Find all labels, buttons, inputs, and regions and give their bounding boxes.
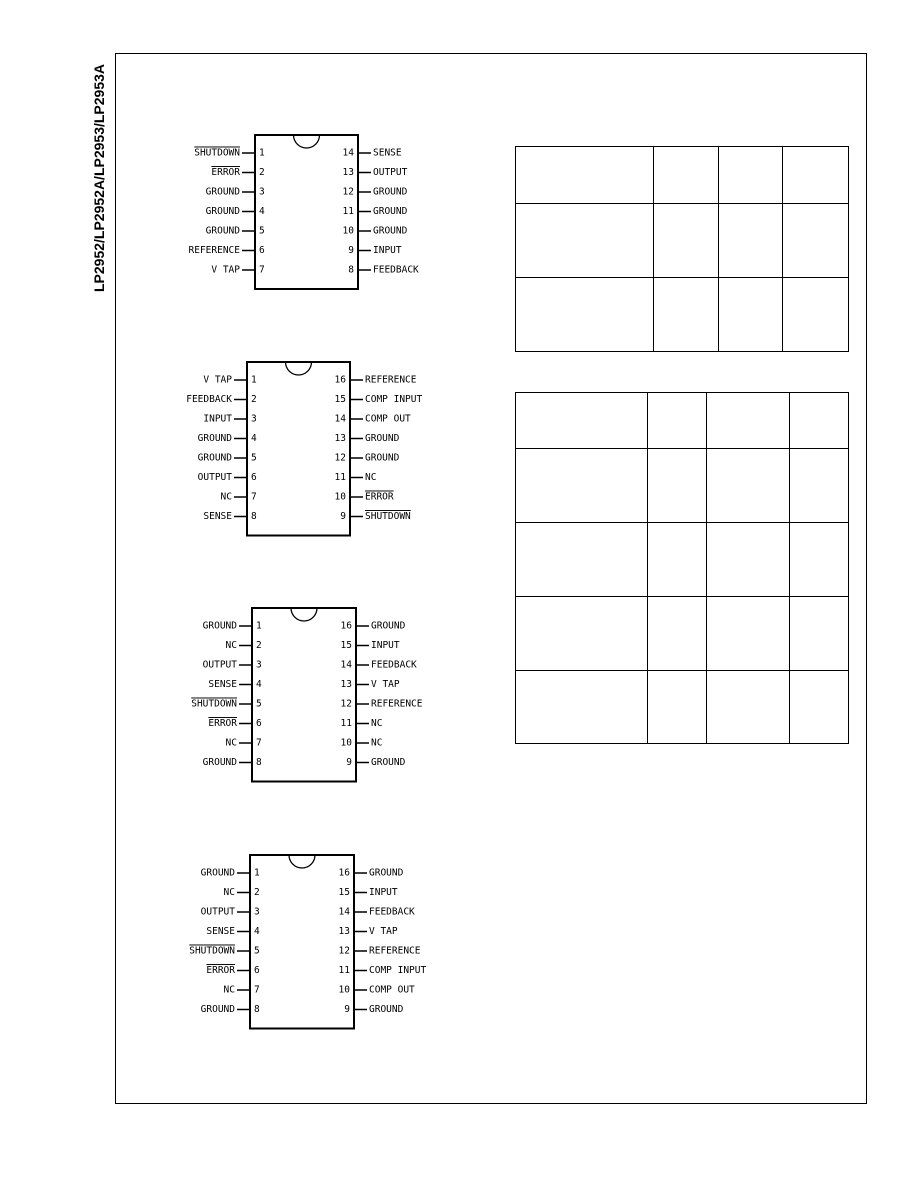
pin-label: REFERENCE — [188, 245, 240, 256]
pin-number: 12 — [334, 452, 346, 464]
pin-label: GROUND — [369, 1004, 404, 1015]
pin-number: 15 — [340, 640, 352, 651]
pin-label: INPUT — [371, 640, 400, 651]
pin-number: 7 — [254, 984, 260, 996]
table-cell — [719, 278, 783, 352]
pin-number: 3 — [251, 413, 257, 425]
pin-number: 4 — [254, 926, 260, 937]
pin-label: COMP INPUT — [365, 394, 423, 405]
pin-label: GROUND — [202, 620, 237, 632]
pin-number: 10 — [334, 491, 346, 503]
pin-number: 2 — [251, 394, 257, 405]
pin-number: 12 — [340, 698, 352, 710]
pin-label: ERROR — [211, 167, 240, 178]
table-cell — [707, 449, 790, 523]
pin-label: GROUND — [371, 620, 406, 632]
pin-number: 12 — [342, 186, 354, 198]
pin-label: GROUND — [369, 867, 404, 879]
pin-label: GROUND — [200, 867, 235, 879]
pin1-notch — [291, 608, 317, 621]
pin-label: NC — [223, 984, 235, 996]
pin-label: INPUT — [369, 887, 398, 898]
pin-number: 14 — [338, 906, 350, 918]
pin-number: 6 — [259, 245, 265, 256]
pin-number: 7 — [251, 491, 257, 503]
pin-label: GROUND — [205, 225, 240, 237]
package-diagram-16-pin-a — [180, 359, 440, 540]
pin-number: 13 — [342, 167, 354, 178]
pin-number: 9 — [344, 1004, 350, 1015]
table-cell — [516, 449, 648, 523]
pin-number: 5 — [254, 945, 260, 957]
pin-number: 4 — [259, 206, 265, 217]
pin1-notch — [286, 362, 312, 375]
pin-label: INPUT — [373, 245, 402, 256]
table-cell — [516, 278, 654, 352]
package-diagram-14-pin — [180, 132, 440, 294]
table-cell — [648, 449, 707, 523]
pin-number: 9 — [348, 245, 354, 256]
pin-number: 16 — [338, 867, 350, 879]
package-body — [250, 855, 354, 1029]
table-cell — [790, 393, 849, 449]
pin-number: 8 — [256, 757, 262, 768]
table-cell — [516, 671, 648, 744]
pin-label: SHUTDOWN — [365, 511, 411, 522]
pin-number: 1 — [256, 620, 262, 632]
pin-label: NC — [225, 640, 237, 651]
pin-label: V TAP — [371, 679, 400, 690]
pin-label: V TAP — [203, 374, 232, 386]
pin-label: OUTPUT — [197, 472, 232, 483]
pin-label: GROUND — [202, 757, 237, 768]
table-cell — [707, 597, 790, 671]
table-cell — [790, 597, 849, 671]
pin-label: GROUND — [197, 452, 232, 464]
pin-label: COMP OUT — [369, 984, 415, 996]
pin-number: 7 — [256, 737, 262, 749]
pin-label: OUTPUT — [373, 167, 408, 178]
pin-number: 8 — [251, 511, 257, 522]
table-cell — [707, 393, 790, 449]
pin-label: NC — [225, 737, 237, 749]
pin-label: NC — [365, 472, 377, 483]
pin-number: 8 — [254, 1004, 260, 1015]
pin-number: 16 — [334, 374, 346, 386]
pin-label: SHUTDOWN — [191, 698, 237, 710]
pin-label: OUTPUT — [200, 906, 235, 918]
pin-number: 2 — [254, 887, 260, 898]
pin-label: FEEDBACK — [373, 264, 419, 276]
pin-label: INPUT — [203, 413, 232, 425]
pin-number: 8 — [348, 264, 354, 276]
pin-label: FEEDBACK — [369, 906, 415, 918]
pin-label: OUTPUT — [202, 659, 237, 671]
pin-number: 5 — [251, 452, 257, 464]
pin-number: 9 — [340, 511, 346, 522]
pin-label: GROUND — [373, 206, 408, 217]
pin-label: ERROR — [208, 718, 237, 729]
pin-number: 14 — [342, 147, 354, 159]
table-cell — [783, 278, 849, 352]
pin-label: NC — [371, 737, 383, 749]
pin-number: 7 — [259, 264, 265, 276]
pin-number: 12 — [338, 945, 350, 957]
pin-label: FEEDBACK — [371, 659, 417, 671]
pin-label: GROUND — [365, 452, 400, 464]
table-cell — [516, 393, 648, 449]
pin-label: GROUND — [200, 1004, 235, 1015]
pin-label: REFERENCE — [365, 374, 417, 386]
pin-label: GROUND — [365, 433, 400, 444]
table-cell — [790, 523, 849, 597]
table-cell — [790, 449, 849, 523]
table-cell — [648, 523, 707, 597]
table-cell — [648, 597, 707, 671]
pin-number: 16 — [340, 620, 352, 632]
table-cell — [719, 147, 783, 204]
pin-number: 13 — [340, 679, 352, 690]
pin-number: 14 — [334, 413, 346, 425]
table-cell — [516, 147, 654, 204]
table-cell — [707, 523, 790, 597]
pin-label: SHUTDOWN — [189, 945, 235, 957]
package-body — [247, 362, 350, 536]
pin-number: 6 — [251, 472, 257, 483]
pin-number: 3 — [254, 906, 260, 918]
pin-number: 5 — [256, 698, 262, 710]
pin-label: GROUND — [205, 206, 240, 217]
table-cell — [654, 204, 719, 278]
pin-number: 11 — [340, 718, 352, 729]
table-cell — [648, 393, 707, 449]
pin-number: 1 — [251, 374, 257, 386]
pin-number: 1 — [259, 147, 265, 159]
pin-label: REFERENCE — [369, 945, 421, 957]
pin-label: SENSE — [208, 679, 237, 690]
package-body — [252, 608, 356, 782]
pin-number: 11 — [342, 206, 354, 217]
table-cell — [707, 671, 790, 744]
pin-number: 5 — [259, 225, 265, 237]
pin-label: SHUTDOWN — [194, 147, 240, 159]
pin-label: SENSE — [203, 511, 232, 522]
table-cell — [783, 204, 849, 278]
ordering-table-1 — [515, 146, 849, 352]
pin-number: 10 — [340, 737, 352, 749]
table-cell — [783, 147, 849, 204]
pin-number: 4 — [256, 679, 262, 690]
table-cell — [648, 671, 707, 744]
pin-label: NC — [223, 887, 235, 898]
side-title-text: LP2952/LP2952A/LP2953/LP2953A — [91, 63, 107, 293]
pin-label: COMP OUT — [365, 413, 411, 425]
pin-label: COMP INPUT — [369, 965, 427, 976]
pin-number: 2 — [256, 640, 262, 651]
table-cell — [654, 278, 719, 352]
pin-label: GROUND — [371, 757, 406, 768]
pin-label: NC — [371, 718, 383, 729]
pin-label: V TAP — [369, 926, 398, 937]
pin-label: ERROR — [206, 965, 235, 976]
pin-number: 2 — [259, 167, 265, 178]
pin-number: 3 — [259, 186, 265, 198]
ordering-table-2 — [515, 392, 849, 744]
pin-number: 6 — [256, 718, 262, 729]
pin-label: REFERENCE — [371, 698, 423, 710]
pin-label: NC — [220, 491, 232, 503]
table-cell — [516, 204, 654, 278]
pin-number: 15 — [334, 394, 346, 405]
pin-number: 13 — [334, 433, 346, 444]
pin-number: 11 — [334, 472, 346, 483]
pin-label: V TAP — [211, 264, 240, 276]
pin-number: 1 — [254, 867, 260, 879]
pin-number: 4 — [251, 433, 257, 444]
package-diagram-16-pin-c — [180, 852, 440, 1033]
pin-label: SENSE — [206, 926, 235, 937]
pin-label: GROUND — [205, 186, 240, 198]
pin-label: SENSE — [373, 147, 402, 159]
pin-number: 13 — [338, 926, 350, 937]
pin-number: 9 — [346, 757, 352, 768]
pin-label: FEEDBACK — [186, 394, 232, 405]
pin-number: 11 — [338, 965, 350, 976]
pin-label: GROUND — [373, 186, 408, 198]
pin-number: 10 — [338, 984, 350, 996]
pin-number: 15 — [338, 887, 350, 898]
pin-label: ERROR — [365, 491, 394, 503]
side-title — [88, 52, 110, 304]
pin-number: 10 — [342, 225, 354, 237]
table-cell — [654, 147, 719, 204]
table-cell — [516, 523, 648, 597]
table-cell — [516, 597, 648, 671]
pin-number: 3 — [256, 659, 262, 671]
pin1-notch — [289, 855, 315, 868]
table-cell — [719, 204, 783, 278]
pin-label: GROUND — [197, 433, 232, 444]
pin-label: GROUND — [373, 225, 408, 237]
table-cell — [790, 671, 849, 744]
pin1-notch — [294, 135, 320, 148]
package-diagram-16-pin-b — [180, 605, 440, 786]
pin-number: 6 — [254, 965, 260, 976]
pin-number: 14 — [340, 659, 352, 671]
